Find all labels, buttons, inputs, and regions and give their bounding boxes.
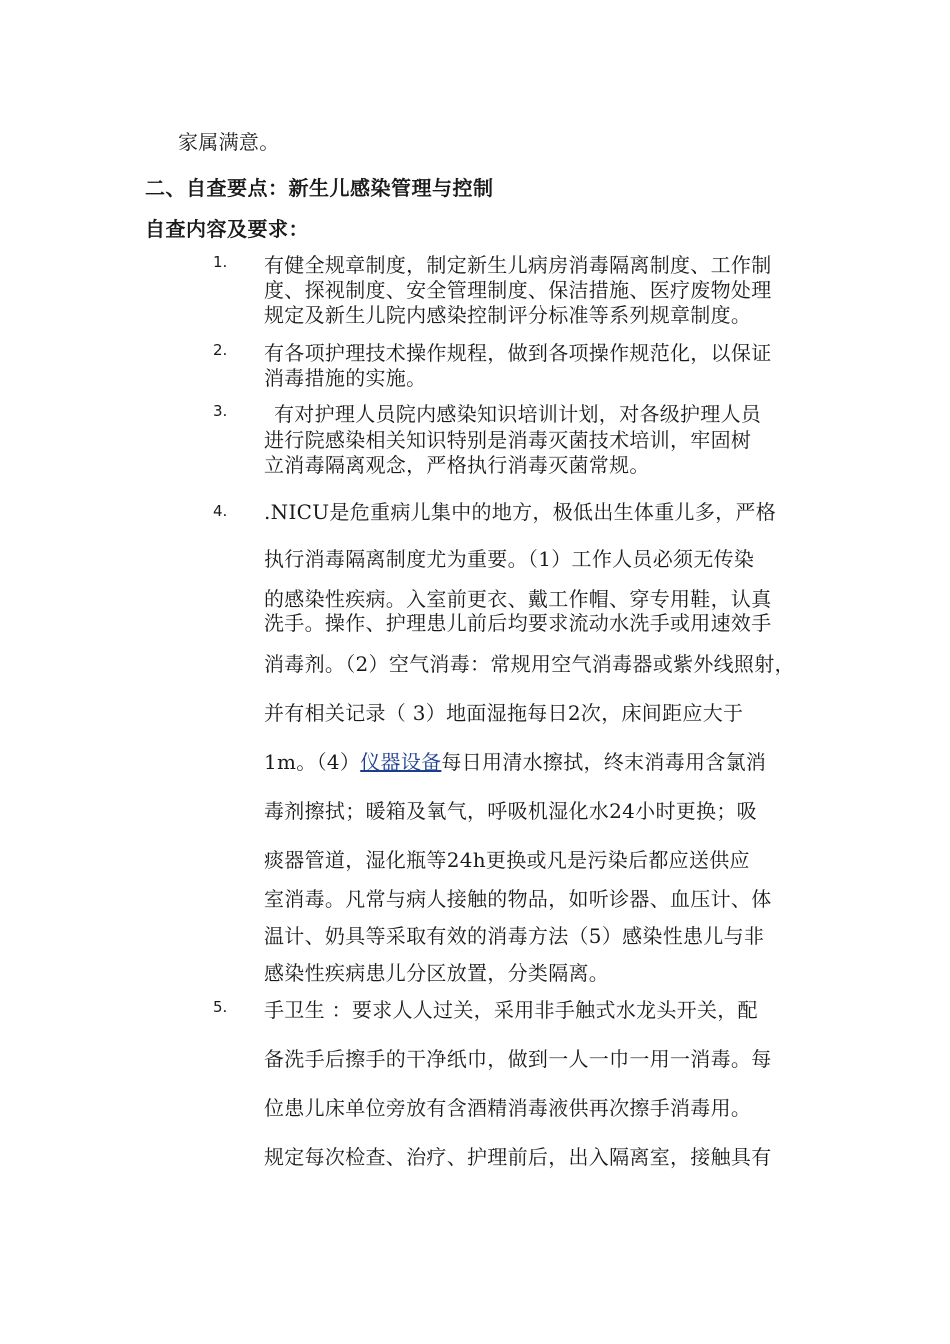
list-item-line: 有对护理人员院内感染知识培训计划，对各级护理人员 [274, 402, 762, 426]
list-item-line: .NICU是危重病儿集中的地方，极低出生体重儿多，严格 [264, 500, 777, 524]
list-item-line: 度、探视制度、安全管理制度、保洁措施、医疗废物处理 [264, 278, 772, 302]
list-item-line: 有健全规章制度，制定新生儿病房消毒隔离制度、工作制 [264, 253, 772, 277]
item-number: 5. [213, 998, 228, 1016]
list-item-line: 痰器管道，湿化瓶等24h更换或凡是污染后都应送供应 [264, 848, 750, 872]
list-item-line: 消毒措施的实施。 [264, 366, 427, 390]
list-item-line: 并有相关记录（ 3）地面湿拖每日2次，床间距应大于 [264, 701, 744, 725]
list-item-line: 手卫生 ：要求人人过关，采用非手触式水龙头开关，配 [264, 998, 758, 1022]
list-item-line [264, 746, 766, 775]
list-item-line: 立消毒隔离观念，严格执行消毒灭菌常规。 [264, 453, 650, 477]
list-item-line: 毒剂擦拭；暖箱及氧气，呼吸机湿化水24小时更换；吸 [264, 799, 757, 823]
item-number: 2. [213, 341, 228, 359]
list-item-line: 有各项护理技术操作规程，做到各项操作规范化，以保证 [264, 341, 772, 365]
list-item-line: 感染性疾病患儿分区放置，分类隔离。 [264, 961, 610, 985]
list-item-line: 规定及新生儿院内感染控制评分标准等系列规章制度。 [264, 303, 752, 327]
list-item-line: 备洗手后擦手的干净纸巾，做到一人一巾一用一消毒。每 [264, 1047, 772, 1071]
line-suffix: 每日用清水擦拭，终末消毒用含氯消 [441, 750, 767, 774]
subheading: 自查内容及要求： [145, 217, 309, 241]
list-item-line: 室消毒。凡常与病人接触的物品，如听诊器、血压计、体 [264, 887, 772, 911]
list-item-line: 执行消毒隔离制度尤为重要。（1）工作人员必须无传染 [264, 547, 755, 571]
item-number: 4. [213, 502, 228, 520]
list-item-line: 洗手。操作、护理患儿前后均要求流动水洗手或用速效手 [264, 611, 772, 635]
top-line: 家属满意。 [178, 130, 280, 154]
list-item-line: 消毒剂。（2）空气消毒：常规用空气消毒器或紫外线照射， [264, 652, 795, 676]
list-item-line: 温计、奶具等采取有效的消毒方法（5）感染性患儿与非 [264, 924, 765, 948]
section-title: 二、自查要点：新生儿感染管理与控制 [145, 176, 494, 200]
item-number: 3. [213, 402, 228, 420]
item-number: 1. [213, 253, 228, 271]
line-prefix: 1m。（4） [264, 750, 361, 774]
list-item-line: 规定每次检查、治疗、护理前后，出入隔离室，接触具有 [264, 1145, 772, 1169]
equipment-link[interactable]: 仪器设备 [360, 750, 442, 774]
list-item-line: 进行院感染相关知识特别是消毒灭菌技术培训，牢固树 [264, 428, 752, 452]
list-item-line: 位患儿床单位旁放有含酒精消毒液供再次擦手消毒用。 [264, 1096, 752, 1120]
list-item-line: 的感染性疾病。入室前更衣、戴工作帽、穿专用鞋，认真 [264, 587, 772, 611]
